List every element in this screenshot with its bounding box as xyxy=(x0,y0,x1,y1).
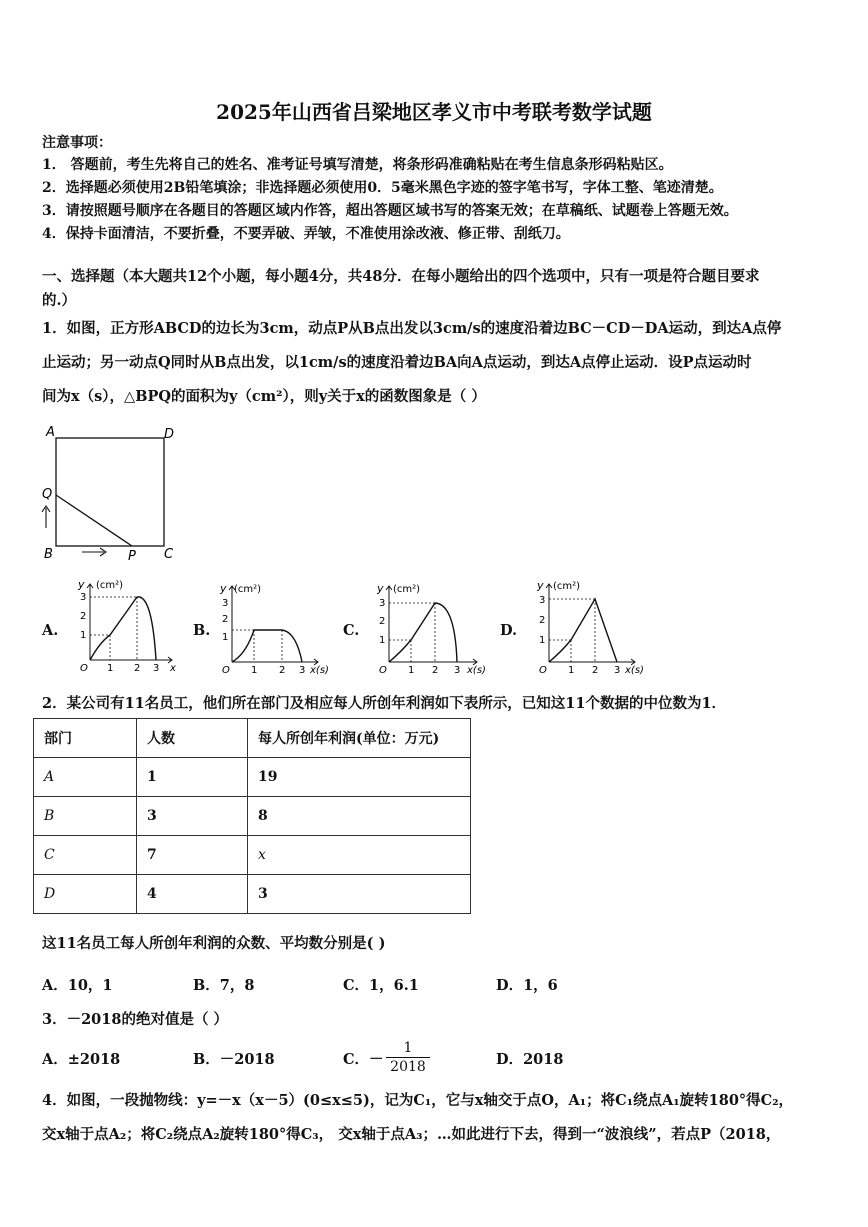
notice-item-3: 3．请按照题号顺序在各题目的答题区域内作答，超出答题区域书写的答案无效；在草稿纸、试题卷上答题无效。 xyxy=(42,203,738,219)
label-q: Q xyxy=(42,487,53,502)
tick-x2: 2 xyxy=(134,663,141,674)
table-row xyxy=(34,758,471,797)
unit-label: (cm²) xyxy=(96,580,124,591)
tick-y2: 2 xyxy=(379,616,386,627)
fraction-denominator: 2018 xyxy=(390,1059,426,1075)
x-label: x xyxy=(170,663,176,674)
curve xyxy=(90,597,156,660)
x-label: x(s) xyxy=(467,665,486,676)
q2-text: 2．某公司有11名员工，他们所在部门及相应每人所创年利润如下表所示，已知这11个数据的中位数为1． xyxy=(42,695,727,712)
unit-label: (cm²) xyxy=(234,584,262,595)
q3-option-b: B．－2018 xyxy=(193,1051,275,1068)
tick-x2: 2 xyxy=(592,665,599,676)
label-b: B xyxy=(44,547,53,562)
tick-y1: 1 xyxy=(379,635,386,646)
tick-y2: 2 xyxy=(222,614,229,625)
table-cell: 1 xyxy=(137,758,248,797)
tick-y1: 1 xyxy=(80,630,87,641)
q1-option-d-label: D. xyxy=(500,622,518,639)
tick-y2: 2 xyxy=(539,615,546,626)
fraction-numerator: 1 xyxy=(386,1040,430,1058)
tick-y3: 3 xyxy=(80,592,87,603)
table-cell: 7 xyxy=(137,836,248,875)
tick-x1: 1 xyxy=(107,663,114,674)
y-label: y xyxy=(537,579,544,592)
notice-item-1: 1． 答题前，考生先将自己的姓名、准考证号填写清楚，将条形码准确粘贴在考生信息条形码粘贴区。 xyxy=(42,157,673,173)
curve xyxy=(232,630,302,662)
q1-option-b-label: B. xyxy=(193,622,211,639)
tick-y2: 2 xyxy=(80,611,87,622)
label-d: D xyxy=(164,427,175,442)
q2-option-b: B．7，8 xyxy=(193,977,255,994)
tick-x3: 3 xyxy=(153,663,160,674)
tick-y3: 3 xyxy=(539,595,546,606)
notice-item-4: 4．保持卡面清洁，不要折叠，不要弄破、弄皱，不准使用涂改液、修正带、刮纸刀。 xyxy=(42,226,570,242)
table-cell: 3 xyxy=(137,797,248,836)
section-heading: 一、选择题（本大题共12个小题，每小题4分，共48分．在每小题给出的四个选项中，只有一项是符合题目要求 xyxy=(42,268,760,285)
tick-x3: 3 xyxy=(299,665,306,676)
tick-x1: 1 xyxy=(251,665,258,676)
header-cell: 每人所创年利润(单位：万元) xyxy=(248,719,471,758)
q2-question: 这11名员工每人所创年利润的众数、平均数分别是( ) xyxy=(42,935,386,952)
table-cell: 3 xyxy=(248,875,471,914)
q1-option-c-label: C. xyxy=(343,622,360,639)
table-header-row xyxy=(34,719,471,758)
q1-square-figure xyxy=(40,420,190,570)
curve xyxy=(549,599,617,662)
table-row xyxy=(34,836,471,875)
table-cell: D xyxy=(34,875,137,914)
q3-option-a: A．±2018 xyxy=(42,1051,121,1068)
q4-text-1: 4．如图，一段抛物线：y=－x（x－5）(0≤x≤5)，记为C₁，它与x轴交于点O，A₁；将C₁绕点A₁旋转180°得C₂， xyxy=(42,1092,794,1109)
unit-label: (cm²) xyxy=(393,584,421,595)
segment-qp xyxy=(56,495,132,546)
q3-option-d: D．2018 xyxy=(496,1051,564,1068)
section-heading-cont: 的.） xyxy=(42,292,77,309)
guide-lines xyxy=(232,630,282,662)
table-row xyxy=(34,797,471,836)
table-cell: x xyxy=(248,836,471,875)
tick-x2: 2 xyxy=(432,665,439,676)
y-label: y xyxy=(377,582,384,595)
table-cell: A xyxy=(34,758,137,797)
q1-option-a-label: A. xyxy=(42,622,59,639)
x-label: x(s) xyxy=(310,665,329,676)
notice-item-2: 2．选择题必须使用2B铅笔填涂；非选择题必须使用0．5毫米黑色字迹的签字笔书写，字体工整、笔迹清楚。 xyxy=(42,180,723,196)
graph-option-c xyxy=(365,576,495,676)
notice-heading: 注意事项： xyxy=(42,135,112,151)
unit-label: (cm²) xyxy=(553,581,581,592)
tick-x1: 1 xyxy=(568,665,575,676)
q4-text-2: 交x轴于点A₂；将C₂绕点A₂旋转180°得C₃， 交x轴于点A₃；…如此进行下去，得到一“波浪线”，若点P（2018， xyxy=(42,1126,781,1143)
q1-text-1: 1．如图，正方形ABCD的边长为3cm，动点P从B点出发以3cm/s的速度沿着边BC－CD－DA运动，到达A点停 xyxy=(42,320,782,337)
q3-option-c: C．－ xyxy=(343,1051,384,1068)
origin: O xyxy=(539,665,547,676)
q3-fraction xyxy=(386,1040,430,1075)
q3-text: 3．－2018的绝对值是（ ） xyxy=(42,1011,228,1028)
axes xyxy=(87,584,172,663)
y-label: y xyxy=(220,582,227,595)
tick-x3: 3 xyxy=(614,665,621,676)
tick-y1: 1 xyxy=(222,632,229,643)
header-cell: 部门 xyxy=(34,719,137,758)
header-cell: 人数 xyxy=(137,719,248,758)
label-p: P xyxy=(128,549,136,564)
profit-table xyxy=(33,718,471,914)
graph-option-b xyxy=(210,576,335,676)
q2-option-a: A．10，1 xyxy=(42,977,113,994)
table-row xyxy=(34,875,471,914)
label-c: C xyxy=(164,547,174,562)
tick-y3: 3 xyxy=(222,598,229,609)
table-cell: 4 xyxy=(137,875,248,914)
guide-lines xyxy=(549,599,595,662)
tick-x2: 2 xyxy=(279,665,286,676)
table-cell: B xyxy=(34,797,137,836)
q1-text-2: 止运动；另一动点Q同时从B点出发，以1cm/s的速度沿着边BA向A点运动，到达A点停止运动．设P点运动时 xyxy=(42,354,752,371)
table-cell: C xyxy=(34,836,137,875)
guide-lines xyxy=(389,603,435,662)
q1-text-3: 间为x（s），△BPQ的面积为y（cm²），则y关于x的函数图象是（ ） xyxy=(42,388,486,405)
square-abcd xyxy=(56,438,164,546)
q2-option-d: D．1，6 xyxy=(496,977,558,994)
table-cell: 8 xyxy=(248,797,471,836)
table-cell: 19 xyxy=(248,758,471,797)
origin: O xyxy=(222,665,230,676)
graph-option-d xyxy=(525,576,657,676)
tick-y3: 3 xyxy=(379,598,386,609)
page-title: 2025年山西省吕梁地区孝义市中考联考数学试题 xyxy=(216,100,652,124)
tick-y1: 1 xyxy=(539,635,546,646)
x-label: x(s) xyxy=(625,665,644,676)
y-label: y xyxy=(78,578,85,591)
origin: O xyxy=(80,663,88,674)
graph-option-a xyxy=(60,576,185,676)
q2-option-c: C．1，6.1 xyxy=(343,977,419,994)
tick-x1: 1 xyxy=(408,665,415,676)
label-a: A xyxy=(46,425,55,440)
origin: O xyxy=(379,665,387,676)
tick-x3: 3 xyxy=(454,665,461,676)
curve xyxy=(389,603,457,662)
